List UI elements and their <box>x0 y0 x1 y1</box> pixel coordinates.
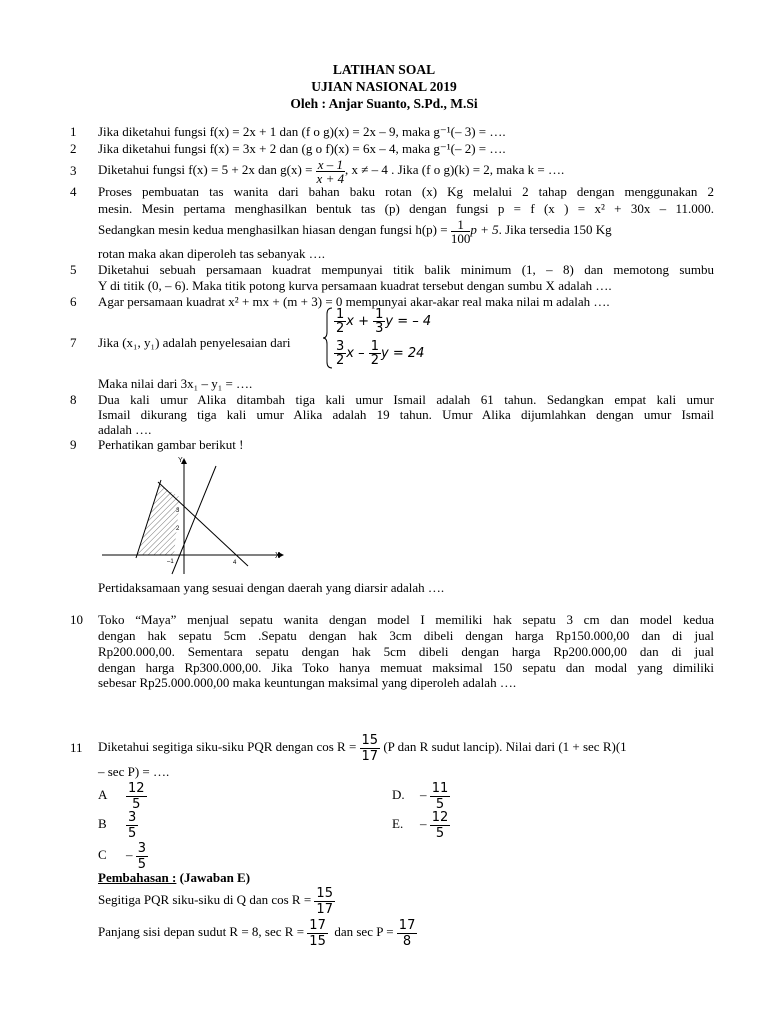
question-5-line-1: Diketahui sebuah persamaan kuadrat mempunyai titik balik minimum (1, – 8) dan memotong sumbu <box>98 262 714 277</box>
question-9-after: Pertidaksamaan yang sesuai dengan daerah yang diarsir adalah …. <box>98 580 445 595</box>
question-number: 5 <box>70 262 77 277</box>
question-8-line-3: adalah …. <box>98 422 152 437</box>
tick-label: 4 <box>233 560 237 566</box>
question-number: 3 <box>70 163 77 178</box>
doc-subtitle: UJIAN NASIONAL 2019 <box>311 79 457 94</box>
question-8-line-2: Ismail dikurang tiga kali umur Alika adalah 19 tahun. Umur Alika dijumlahkan dengan umur Ismail <box>98 407 714 422</box>
question-8-line-1: Dua kali umur Alika ditambah tiga kali umur Ismail adalah 61 tahun. Sedangkan empat kali umur <box>98 392 714 407</box>
fraction: $\frac{12}{5}$ <box>431 809 449 841</box>
question-5-line-2: Y di titik (0, – 6). Maka titik potong kurva persamaan kuadrat tersebut dengan sumbu X adalah …. <box>98 278 612 293</box>
pembahasan-line-1: Segitiga PQR siku-siku di Q dan cos R = $\frac{15}{17}$ <box>98 885 333 917</box>
equation-1: $\frac{1}{2}$ x + $\frac{1}{3}$ y = – 4 <box>336 307 432 336</box>
question-10-line-4: dengan harga Rp300.000,00. Jika Toko hanya memuat maksimal 150 sepatu dan modal yang dimiliki <box>98 660 714 675</box>
question-10-line-1: Toko “Maya” menjual sepatu wanita dengan model I memiliki hak sepatu 3 cm dan model kedua <box>98 612 714 627</box>
question-number: 2 <box>70 141 77 156</box>
shaded-region <box>137 485 180 555</box>
fraction: $\frac{17}{8}$ <box>398 917 416 949</box>
question-number: 6 <box>70 294 77 309</box>
fraction: $\frac{3}{5}$ <box>137 840 147 872</box>
option-b[interactable]: B $\frac{3}{5}$ <box>98 809 137 841</box>
question-4-line-4: rotan maka akan diperoleh tas sebanyak …. <box>98 246 326 261</box>
question-4-line-2: mesin. Mesin pertama menghasilkan bentuk tas (p) dengan fungsi p = f (x ) = x² + 30x – 11.000. <box>98 201 714 216</box>
question-number: 1 <box>70 124 77 139</box>
question-10-line-5: sebesar Rp25.000.000,00 maka keuntungan maksimal yang diperoleh adalah …. <box>98 675 517 690</box>
fraction: $\frac{12}{5}$ <box>128 780 145 812</box>
option-d[interactable]: D. – $\frac{11}{5}$ <box>392 780 449 812</box>
doc-author: Oleh : Anjar Suanto, S.Pd., M.Si <box>290 96 478 111</box>
question-1-text: Jika diketahui fungsi f(x) = 2x + 1 dan (f o g)(x) = 2x – 9, maka g⁻¹(– 3) = …. <box>98 124 506 139</box>
question-11-line-2: – sec P) = …. <box>98 764 170 779</box>
option-e[interactable]: E. – $\frac{12}{5}$ <box>392 809 449 841</box>
tick-label: 2 <box>176 526 180 532</box>
option-c[interactable]: C – $\frac{3}{5}$ <box>98 840 147 872</box>
doc-title: LATIHAN SOAL <box>332 62 436 77</box>
equation-system <box>322 306 472 370</box>
boundary-line-2 <box>172 466 216 574</box>
question-7-text: Jika (x₁, y₁) adalah penyelesaian dari <box>98 335 291 350</box>
inequality-graph <box>98 452 288 576</box>
fraction: $\frac{3}{2}$ <box>336 339 345 368</box>
question-10-line-2: dengan hak sepatu 5cm .Sepatu dengan hak 3cm dibeli dengan harga Rp150.000,00 dan di jual <box>98 628 714 643</box>
fraction: $\frac{3}{5}$ <box>128 809 137 841</box>
question-3-text: Diketahui fungsi f(x) = 5 + 2x dan g(x) = $\frac{x - 1}{x + 4}$ , x ≠ – 4 . Jika (f o g)(k) = 2, maka k = …. <box>98 156 565 186</box>
fraction: $\frac{1}{100}$ <box>450 216 471 246</box>
question-7-after: Maka nilai dari 3x₁ – y₁ = …. <box>98 376 253 391</box>
y-axis-label: Y <box>178 457 183 464</box>
question-2-text: Jika diketahui fungsi f(x) = 3x + 2 dan (g o f)(x) = 6x – 4, maka g⁻¹(– 2) = …. <box>98 141 506 156</box>
fraction: $\frac{1}{2}$ <box>336 307 345 336</box>
question-number: 11 <box>70 740 83 755</box>
x-axis-label: X <box>275 551 281 560</box>
fraction: $\frac{1}{3}$ <box>375 307 384 336</box>
question-11-text: Diketahui segitiga siku-siku PQR dengan cos R = $\frac{15}{17}$ (P dan R sudut lancip). Nilai dari (1 + sec R)(1 <box>98 732 627 764</box>
fraction: $\frac{11}{5}$ <box>431 780 449 812</box>
fraction: $\frac{1}{2}$ <box>370 339 380 368</box>
question-number: 8 <box>70 392 77 407</box>
question-number: 10 <box>70 612 83 627</box>
question-4-line-1: Proses pembuatan tas wanita dari bahan baku rotan (x) Kg melalui 2 tahap dengan menggunakan 2 <box>98 184 714 199</box>
question-4-line-3: Sedangkan mesin kedua menghasilkan hiasan dengan fungsi h(p) = $\frac{1}{100}$ p + 5. Jika tersedia 150 Kg <box>98 216 612 246</box>
tick-label: 3 <box>176 508 180 514</box>
equation-2: $\frac{3}{2}$ x – $\frac{1}{2}$ y = 24 <box>336 339 425 368</box>
left-brace-icon <box>322 306 334 370</box>
fraction: $\frac{x - 1}{x + 4}$ <box>316 156 345 186</box>
question-number: 4 <box>70 184 77 199</box>
question-9-text: Perhatikan gambar berikut ! <box>98 437 244 452</box>
question-number: 9 <box>70 437 77 452</box>
pembahasan-line-2: Panjang sisi depan sudut R = 8, sec R = $\frac{17}{15}$ dan sec P = $\frac{17}{8}$ <box>98 917 416 949</box>
question-6-text: Agar persamaan kuadrat x² + mx + (m + 3) = 0 mempunyai akar-akar real maka nilai m adalah …. <box>98 294 610 309</box>
option-a[interactable]: A $\frac{12}{5}$ <box>98 780 145 812</box>
fraction: $\frac{15}{17}$ <box>316 885 333 917</box>
tick-label: –1 <box>167 559 174 565</box>
pembahasan-heading: Pembahasan : (Jawaban E) <box>98 870 251 885</box>
fraction: $\frac{15}{17}$ <box>361 732 379 764</box>
fraction: $\frac{17}{15}$ <box>309 917 326 949</box>
question-number: 7 <box>70 335 77 350</box>
question-10-line-3: Rp200.000,00. Sementara sepatu dengan hak 5cm dibeli dengan harga Rp200.000,00 dan di jual <box>98 644 714 659</box>
